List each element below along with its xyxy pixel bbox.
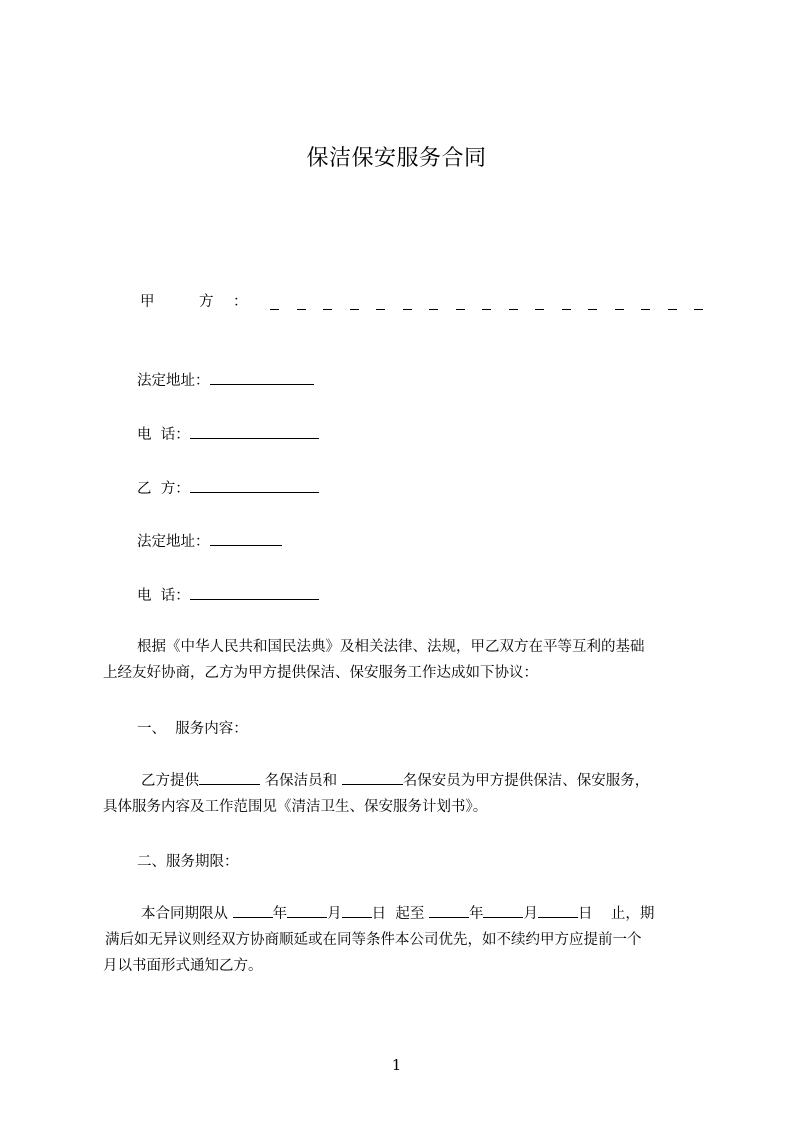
section1-line-1 <box>103 768 703 794</box>
section1-heading-text: 一、 服务内容： <box>137 721 248 737</box>
section1-provide-text: 乙方提供 <box>141 773 199 789</box>
party-b-address-row <box>137 532 282 552</box>
section1-cleaner-text: 名保洁员和 <box>260 773 342 789</box>
section2-heading-text: 二、服务期限： <box>137 854 239 870</box>
party-a-phone-row <box>137 425 319 445</box>
section2-body <box>103 901 703 979</box>
end-year-blank[interactable] <box>429 904 469 918</box>
start-day-blank[interactable] <box>342 904 372 918</box>
section2-line-1 <box>103 901 703 927</box>
end-month-blank[interactable] <box>483 904 523 918</box>
party-a-row <box>137 292 703 314</box>
end-day-label: 日 止，期 <box>577 906 655 922</box>
section1-guard-text: 名保安员为甲方提供保洁、保安服务， <box>402 773 650 789</box>
party-a-label-char2: 方 <box>199 294 214 310</box>
party-b-phone-blank[interactable] <box>190 586 319 600</box>
party-b-address-label: 法定地址： <box>137 534 210 550</box>
intro-line-2: 上经友好协商，乙方为甲方提供保洁、保安服务工作达成如下协议： <box>103 665 538 681</box>
document-title: 保洁保安服务合同 <box>306 146 487 171</box>
party-a-phone-label: 电 话： <box>137 427 190 443</box>
party-b-row <box>137 479 319 499</box>
party-a-address-row <box>137 371 314 391</box>
party-b-phone-label: 电 话： <box>137 588 190 604</box>
start-year-label: 年 <box>272 906 288 922</box>
cleaner-count-blank[interactable] <box>199 771 260 785</box>
section1-heading <box>137 719 248 739</box>
start-day-label: 日 起至 <box>371 906 429 922</box>
start-month-label: 月 <box>327 906 342 922</box>
section1-body <box>103 768 703 820</box>
end-month-label: 月 <box>523 906 538 922</box>
section2-line-3: 月以书面形式通知乙方。 <box>103 958 263 974</box>
section2-line-2: 满后如无异议则经双方协商顺延或在同等条件本公司优先，如不续约甲方应提前一个 <box>105 932 642 948</box>
party-b-label: 乙 方： <box>137 481 190 497</box>
intro-paragraph <box>103 634 703 686</box>
party-a-address-blank[interactable] <box>210 371 314 385</box>
party-b-blank[interactable] <box>190 479 319 493</box>
party-b-address-blank[interactable] <box>210 532 282 546</box>
party-a-phone-blank[interactable] <box>190 425 319 439</box>
party-a-colon: ： <box>233 294 248 310</box>
term-from-text: 本合同期限从 <box>141 906 233 922</box>
page-number: 1 <box>391 1056 402 1074</box>
start-month-blank[interactable] <box>287 904 327 918</box>
intro-line-1: 根据《中华人民共和国民法典》及相关法律、法规，甲乙双方在平等互利的基础 <box>137 639 645 655</box>
guard-count-blank[interactable] <box>342 771 403 785</box>
party-a-label-char1: 甲 <box>140 294 155 310</box>
end-day-blank[interactable] <box>538 904 578 918</box>
party-a-address-label: 法定地址： <box>137 373 210 389</box>
section1-line-2: 具体服务内容及工作范围见《清洁卫生、保安服务计划书》。 <box>103 799 488 815</box>
start-year-blank[interactable] <box>233 904 273 918</box>
section2-heading <box>137 852 239 872</box>
party-a-blank[interactable] <box>270 292 703 310</box>
party-b-phone-row <box>137 586 319 606</box>
end-year-label: 年 <box>468 906 484 922</box>
